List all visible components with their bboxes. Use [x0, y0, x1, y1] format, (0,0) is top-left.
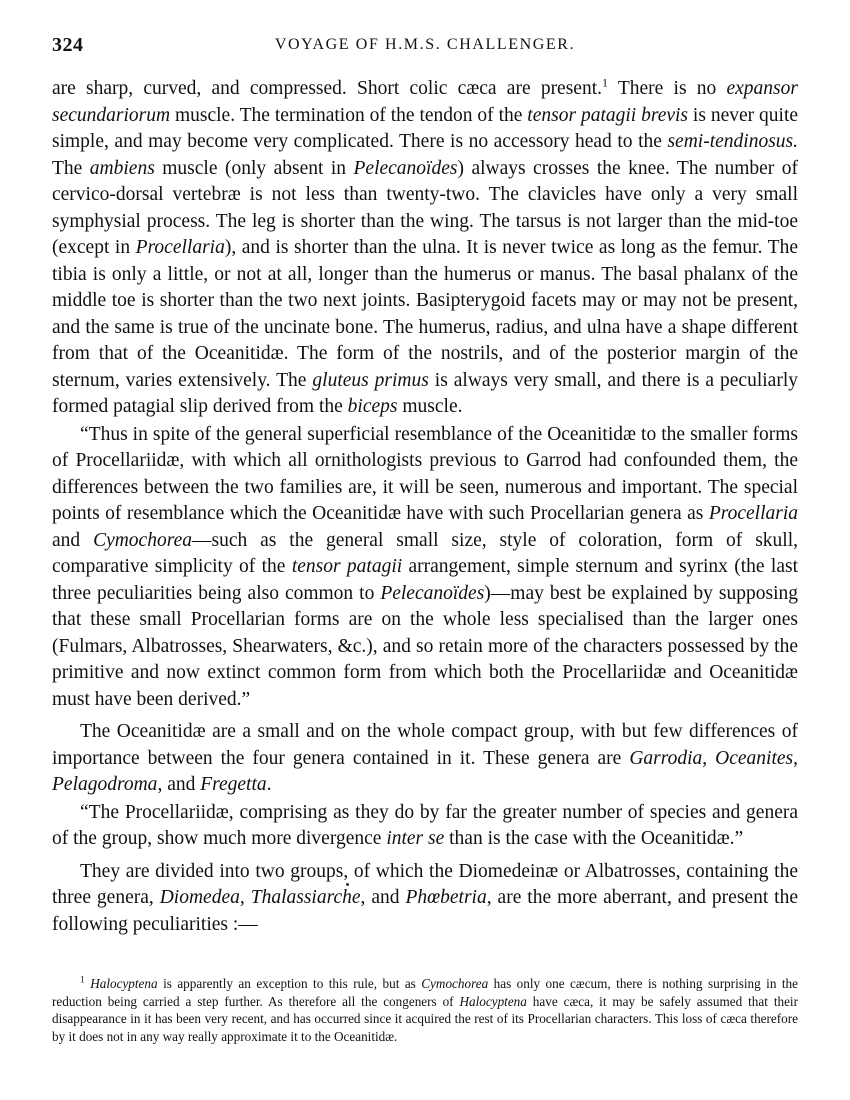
footnotes — [52, 975, 798, 1045]
footnote-reference[interactable]: 1 — [602, 75, 608, 90]
running-title: VOYAGE OF H.M.S. CHALLENGER. — [274, 36, 576, 53]
paragraph-oceanitidae: The Oceanitidæ are a small and on the whole compact group, with but few differences of importance between the four genera contained in it. These genera are Garrodia, Oceanites, Pelagodroma, and Fregetta. — [52, 721, 798, 795]
paragraph-garrod-quote: “Thus in spite of the general superficial resemblance of the Oceanitidæ to the smaller forms of Procellariidæ, with which all ornithologists previous to Garrod had confounded them, the differences between the two families are, it will be seen, numerous and important. The special points of resemblance which the Oceanitidæ have with such Procellarian genera as Procellaria and Cymochorea—such as the general small size, style of coloration, form of skull, comparative simplicity of the tensor patagii arrangement, simple sternum and syrinx (the last three peculiarities being also common to Pelecanoïdes)—may best be explained by supposing that these small Procellarian forms are on the whole less specialised than the larger ones (Fulmars, Albatrosses, Shearwaters, &c.), and so retain more of the characters possessed by the primitive and now extinct common form from which both the Procellariidæ and Oceanitidæ must have been derived.” — [52, 423, 799, 710]
paragraph-procellariidae-quote: “The Procellariidæ, comprising as they do by far the greater number of species and genera of the group, show much more divergence inter se than is the case with the Oceanitidæ.” — [52, 801, 798, 849]
footnote-1: $^1$ Halocyptena is apparently an exception to this rule, but as Cymochorea has only one cæcum, there is nothing surprising in the reduction being carried a step further. As therefore all the congeners of Halocyptena have cæca, it may be safely assumed that their disappearance in it has been very recent, and has occurred since it acquired the rest of its Procellarian characters. This loss of cæca therefore by it does not in any way really approximate it to the Oceanitidæ. — [52, 975, 799, 1044]
footnote-mark: 1 — [80, 975, 85, 986]
page-number: 324 — [52, 34, 84, 56]
body-text — [52, 76, 798, 938]
paragraph-anatomy: are sharp, curved, and compressed. Short colic cæca are present.$^1$ There is no expansor secundariorum muscle. The termination of the tendon of the tensor patagii brevis is never quite simple, and may become very complicated. There is no accessory head to the semi-tendinosus. The ambiens muscle (only absent in Pelecanoïdes) always crosses the knee. The number of cervico-dorsal vertebræ is not less than twenty-two. The clavicles have only a very small symphysial process. The leg is shorter than the wing. The tarsus is not larger than the mid-toe (except in Procellaria), and is shorter than the ulna. It is never twice as long as the femur. The tibia is only a little, or not at all, longer than the humerus or manus. The basal phalanx of the middle toe is shorter than the two next joints. Basipterygoid facets may or may not be present, and the same is true of the uncinate bone. The humerus, radius, and ulna have a shape different from that of the Oceanitidæ. The form of the nostrils, and of the posterior margin of the sternum, varies extensively. The gluteus primus is always very small, and there is a peculiarly formed patagial slip derived from the biceps muscle. — [52, 75, 799, 417]
paragraph-groups: They are divided into two groups, of which the Diomedeinæ or Albatrosses, containing the three genera, Diomedea, Thalassiarche, and Phœbetria, are the more aberrant, and present the following peculiarities :— — [52, 860, 799, 935]
page-header — [52, 34, 798, 60]
print-speck — [346, 883, 349, 886]
